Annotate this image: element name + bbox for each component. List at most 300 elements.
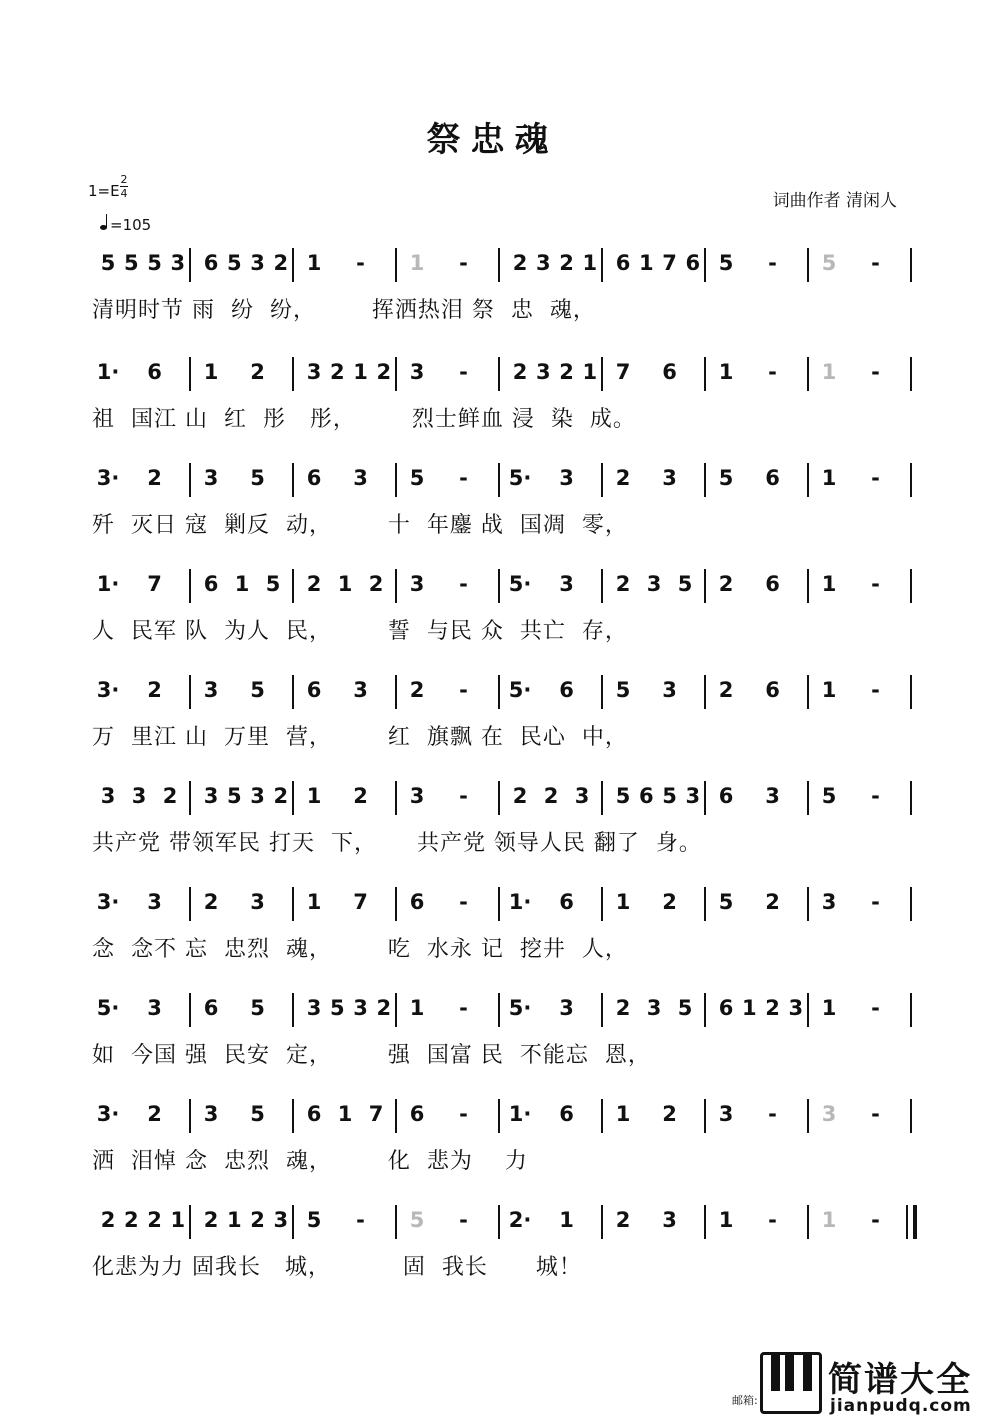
dash: - bbox=[459, 784, 468, 808]
barline bbox=[395, 463, 397, 497]
note: 7 bbox=[368, 1102, 384, 1126]
dash: - bbox=[768, 251, 777, 275]
note: 3 bbox=[559, 996, 574, 1020]
note: 2 bbox=[615, 572, 631, 596]
time-signature bbox=[120, 174, 128, 199]
note: 6 bbox=[203, 251, 219, 275]
note: 1 bbox=[718, 1208, 734, 1232]
lyrics-line: 如 今国 强 民安 定， 强 国富 民 不能忘 恩， bbox=[92, 1043, 651, 1068]
note: 2 bbox=[147, 466, 162, 490]
barline bbox=[704, 887, 706, 921]
note: 5 bbox=[718, 890, 734, 914]
note: 2 bbox=[100, 1208, 116, 1232]
lyrics-line: 化悲为力 固我长 城， 固 我长 城！ bbox=[92, 1255, 582, 1280]
note: 2 bbox=[162, 784, 178, 808]
note: 6 bbox=[718, 996, 734, 1020]
note: 2 bbox=[615, 996, 631, 1020]
barline bbox=[498, 463, 500, 497]
barline bbox=[498, 248, 500, 282]
barline bbox=[807, 1099, 809, 1133]
note: 3· bbox=[96, 1102, 120, 1126]
note: 5 bbox=[250, 678, 265, 702]
note: 5 bbox=[409, 1208, 425, 1232]
note: 3 bbox=[170, 251, 186, 275]
dash: - bbox=[459, 466, 468, 490]
note: 3 bbox=[662, 678, 677, 702]
song-title: 祭忠魂 bbox=[426, 120, 559, 160]
note: 3 bbox=[353, 996, 368, 1020]
barline bbox=[910, 569, 912, 603]
note: 2 bbox=[147, 1208, 162, 1232]
barline bbox=[189, 463, 191, 497]
note: 6 bbox=[306, 1102, 322, 1126]
dash: - bbox=[459, 1102, 468, 1126]
barline bbox=[395, 675, 397, 709]
barline bbox=[395, 248, 397, 282]
barline bbox=[292, 675, 294, 709]
note: 5 bbox=[265, 572, 281, 596]
tempo-marking bbox=[100, 216, 151, 234]
note: 3 bbox=[250, 784, 265, 808]
dash: - bbox=[356, 1208, 365, 1232]
note: 1 bbox=[337, 572, 353, 596]
notation-row bbox=[0, 1099, 985, 1135]
dash: - bbox=[871, 678, 880, 702]
note: 5 bbox=[123, 251, 139, 275]
note: 2 bbox=[250, 1208, 265, 1232]
note: 2 bbox=[368, 572, 384, 596]
barline bbox=[704, 1099, 706, 1133]
barline bbox=[807, 357, 809, 391]
dash: - bbox=[459, 996, 468, 1020]
note: 1 bbox=[306, 784, 322, 808]
note: 1· bbox=[96, 572, 120, 596]
note: 5 bbox=[226, 251, 242, 275]
note: 2 bbox=[409, 678, 425, 702]
barline bbox=[189, 357, 191, 391]
note: 3 bbox=[662, 466, 677, 490]
note: 7 bbox=[662, 251, 677, 275]
note: 3 bbox=[273, 1208, 289, 1232]
note: 7 bbox=[615, 360, 631, 384]
dash: - bbox=[871, 1208, 880, 1232]
note: 6 bbox=[765, 466, 780, 490]
barline bbox=[601, 357, 603, 391]
note: 5· bbox=[508, 572, 532, 596]
barline bbox=[395, 993, 397, 1027]
note: 3· bbox=[96, 466, 120, 490]
barline bbox=[189, 1099, 191, 1133]
note: 3 bbox=[535, 360, 551, 384]
note: 2 bbox=[765, 996, 780, 1020]
barline bbox=[395, 569, 397, 603]
barline bbox=[498, 675, 500, 709]
dash: - bbox=[871, 251, 880, 275]
barline bbox=[601, 1205, 603, 1239]
note: 2 bbox=[306, 572, 322, 596]
barline bbox=[601, 781, 603, 815]
barline bbox=[807, 675, 809, 709]
note: 1 bbox=[582, 251, 598, 275]
barline bbox=[498, 887, 500, 921]
barline bbox=[704, 993, 706, 1027]
note: 1 bbox=[741, 996, 757, 1020]
note: 3 bbox=[100, 784, 116, 808]
note: 1 bbox=[226, 1208, 242, 1232]
notation-row bbox=[0, 248, 985, 284]
lyrics-line: 人 民军 队 为人 民， 誓 与民 众 共亡 存， bbox=[92, 619, 628, 644]
barline bbox=[292, 357, 294, 391]
note: 2 bbox=[662, 890, 677, 914]
note: 5· bbox=[508, 466, 532, 490]
barline bbox=[498, 569, 500, 603]
note: 6 bbox=[306, 466, 322, 490]
barline bbox=[704, 248, 706, 282]
barline bbox=[189, 887, 191, 921]
barline bbox=[910, 463, 912, 497]
barline bbox=[704, 357, 706, 391]
dash: - bbox=[459, 890, 468, 914]
time-signature-top: 2 bbox=[120, 173, 128, 186]
note: 3 bbox=[409, 784, 425, 808]
note: 3 bbox=[662, 1208, 677, 1232]
note: 6 bbox=[147, 360, 162, 384]
barline bbox=[498, 1099, 500, 1133]
note: 1 bbox=[821, 1208, 837, 1232]
barline bbox=[498, 781, 500, 815]
quarter-note-icon bbox=[100, 225, 107, 230]
note: 5 bbox=[821, 784, 837, 808]
note: 1 bbox=[170, 1208, 186, 1232]
lyrics-line: 万 里江 山 万里 营， 红 旗飘 在 民心 中， bbox=[92, 725, 628, 750]
note: 5 bbox=[677, 572, 693, 596]
note: 1 bbox=[306, 251, 322, 275]
note: 5 bbox=[821, 251, 837, 275]
note: 2 bbox=[147, 678, 162, 702]
barline bbox=[395, 1205, 397, 1239]
note: 5 bbox=[662, 784, 677, 808]
note: 2 bbox=[512, 360, 528, 384]
note: 6 bbox=[203, 572, 219, 596]
dash: - bbox=[871, 572, 880, 596]
notation-row bbox=[0, 1205, 985, 1241]
barline bbox=[601, 675, 603, 709]
note: 6 bbox=[559, 678, 574, 702]
note: 3 bbox=[353, 466, 368, 490]
note: 3 bbox=[203, 678, 219, 702]
note: 3 bbox=[203, 466, 219, 490]
barline bbox=[601, 569, 603, 603]
note: 6 bbox=[559, 1102, 574, 1126]
note: 3 bbox=[131, 784, 147, 808]
note: 3 bbox=[559, 466, 574, 490]
note: 2 bbox=[353, 784, 368, 808]
dash: - bbox=[871, 466, 880, 490]
note: 6 bbox=[685, 251, 701, 275]
barline bbox=[910, 887, 912, 921]
note: 2 bbox=[512, 784, 528, 808]
note: 2 bbox=[376, 360, 392, 384]
note: 6 bbox=[718, 784, 734, 808]
note: 1 bbox=[638, 251, 654, 275]
note: 5 bbox=[718, 466, 734, 490]
note: 1 bbox=[821, 678, 837, 702]
note: 2 bbox=[559, 251, 574, 275]
note: 5 bbox=[718, 251, 734, 275]
barline bbox=[498, 993, 500, 1027]
note: 1 bbox=[821, 466, 837, 490]
tempo-value: =105 bbox=[110, 216, 152, 234]
note: 3 bbox=[535, 251, 551, 275]
dash: - bbox=[459, 360, 468, 384]
note: 6 bbox=[765, 678, 780, 702]
note: 3 bbox=[718, 1102, 734, 1126]
note: 2 bbox=[559, 360, 574, 384]
note: 6 bbox=[203, 996, 219, 1020]
notation-row bbox=[0, 569, 985, 605]
barline bbox=[807, 887, 809, 921]
barline bbox=[292, 463, 294, 497]
note: 2· bbox=[508, 1208, 532, 1232]
note: 3 bbox=[765, 784, 780, 808]
note: 2 bbox=[543, 784, 559, 808]
barline bbox=[498, 1205, 500, 1239]
dash: - bbox=[871, 784, 880, 808]
logo-domain: jianpudq.com bbox=[830, 1396, 972, 1416]
notation-row bbox=[0, 781, 985, 817]
barline bbox=[704, 1205, 706, 1239]
note: 5 bbox=[615, 784, 631, 808]
dash: - bbox=[459, 251, 468, 275]
note: 1 bbox=[559, 1208, 574, 1232]
note: 3 bbox=[353, 678, 368, 702]
note: 2 bbox=[718, 678, 734, 702]
barline bbox=[910, 675, 912, 709]
barline bbox=[601, 1099, 603, 1133]
barline bbox=[601, 248, 603, 282]
dash: - bbox=[768, 1102, 777, 1126]
barline bbox=[807, 1205, 809, 1239]
barline bbox=[395, 887, 397, 921]
note: 3 bbox=[409, 360, 425, 384]
note: 5 bbox=[100, 251, 116, 275]
barline bbox=[292, 1205, 294, 1239]
barline bbox=[807, 569, 809, 603]
dash: - bbox=[356, 251, 365, 275]
note: 3 bbox=[821, 1102, 837, 1126]
note: 3 bbox=[685, 784, 701, 808]
barline bbox=[292, 781, 294, 815]
barline bbox=[807, 248, 809, 282]
lyrics-line: 共产党 带领军民 打天 下， 共产党 领导人民 翻了 身。 bbox=[92, 831, 702, 856]
barline bbox=[807, 463, 809, 497]
barline bbox=[292, 887, 294, 921]
note: 6 bbox=[409, 890, 425, 914]
note: 5 bbox=[329, 996, 345, 1020]
note: 5 bbox=[250, 1102, 265, 1126]
note: 1 bbox=[234, 572, 250, 596]
barline bbox=[704, 569, 706, 603]
barline bbox=[601, 463, 603, 497]
note: 2 bbox=[615, 466, 631, 490]
barline bbox=[910, 357, 912, 391]
barline bbox=[704, 781, 706, 815]
note: 5· bbox=[508, 996, 532, 1020]
note: 5 bbox=[147, 251, 162, 275]
note: 7 bbox=[353, 890, 368, 914]
note: 1 bbox=[582, 360, 598, 384]
barline bbox=[189, 675, 191, 709]
note: 1 bbox=[821, 996, 837, 1020]
time-signature-bottom: 4 bbox=[120, 187, 128, 200]
note: 2 bbox=[123, 1208, 139, 1232]
note: 2 bbox=[273, 251, 289, 275]
note: 3· bbox=[96, 890, 120, 914]
barline bbox=[189, 1205, 191, 1239]
barline bbox=[601, 993, 603, 1027]
note: 2 bbox=[615, 1208, 631, 1232]
note: 2 bbox=[329, 360, 345, 384]
barline bbox=[807, 781, 809, 815]
notation-row bbox=[0, 675, 985, 711]
note: 2 bbox=[512, 251, 528, 275]
note: 1 bbox=[821, 572, 837, 596]
lyrics-line: 祖 国江 山 红 彤 彤， 烈士鲜血 浸 染 成。 bbox=[92, 407, 636, 432]
note: 2 bbox=[147, 1102, 162, 1126]
barline bbox=[189, 569, 191, 603]
dash: - bbox=[871, 890, 880, 914]
note: 6 bbox=[638, 784, 654, 808]
note: 3 bbox=[203, 1102, 219, 1126]
note: 5 bbox=[677, 996, 693, 1020]
barline bbox=[189, 781, 191, 815]
note: 5· bbox=[96, 996, 120, 1020]
note: 6 bbox=[662, 360, 677, 384]
note: 2 bbox=[203, 1208, 219, 1232]
note: 3 bbox=[821, 890, 837, 914]
note: 3 bbox=[147, 996, 162, 1020]
barline bbox=[395, 781, 397, 815]
barline bbox=[910, 781, 912, 815]
barline bbox=[189, 248, 191, 282]
barline bbox=[910, 248, 912, 282]
lyrics-line: 歼 灭日 寇 剿反 动， 十 年鏖 战 国凋 零， bbox=[92, 513, 628, 538]
dash: - bbox=[459, 678, 468, 702]
note: 2 bbox=[765, 890, 780, 914]
note: 5 bbox=[250, 466, 265, 490]
barline bbox=[807, 993, 809, 1027]
note: 5 bbox=[409, 466, 425, 490]
notation-row bbox=[0, 357, 985, 393]
barline bbox=[395, 1099, 397, 1133]
note: 5 bbox=[306, 1208, 322, 1232]
note: 2 bbox=[273, 784, 289, 808]
notation-row bbox=[0, 463, 985, 499]
note: 6 bbox=[615, 251, 631, 275]
final-barline bbox=[906, 1205, 918, 1239]
lyrics-line: 念 念不 忘 忠烈 魂， 吃 水永 记 挖井 人， bbox=[92, 937, 628, 962]
note: 1 bbox=[409, 996, 425, 1020]
note: 1 bbox=[306, 890, 322, 914]
dash: - bbox=[459, 572, 468, 596]
note: 1· bbox=[508, 1102, 532, 1126]
note: 1 bbox=[409, 251, 425, 275]
note: 3 bbox=[646, 572, 662, 596]
note: 3 bbox=[306, 996, 322, 1020]
note: 3 bbox=[250, 890, 265, 914]
barline bbox=[292, 569, 294, 603]
author-credit: 词曲作者 清闲人 bbox=[772, 191, 897, 211]
note: 1· bbox=[96, 360, 120, 384]
barline bbox=[498, 357, 500, 391]
barline bbox=[601, 887, 603, 921]
note: 3· bbox=[96, 678, 120, 702]
note: 2 bbox=[376, 996, 392, 1020]
note: 2 bbox=[718, 572, 734, 596]
dash: - bbox=[768, 1208, 777, 1232]
note: 1 bbox=[337, 1102, 353, 1126]
note: 5 bbox=[226, 784, 242, 808]
note: 1 bbox=[203, 360, 219, 384]
note: 5 bbox=[615, 678, 631, 702]
note: 6 bbox=[559, 890, 574, 914]
note: 2 bbox=[250, 360, 265, 384]
note: 5· bbox=[508, 678, 532, 702]
note: 6 bbox=[765, 572, 780, 596]
note: 2 bbox=[662, 1102, 677, 1126]
note: 3 bbox=[203, 784, 219, 808]
site-logo bbox=[760, 1352, 985, 1422]
note: 3 bbox=[409, 572, 425, 596]
note: 1 bbox=[718, 360, 734, 384]
piano-keys-icon bbox=[760, 1352, 822, 1414]
mail-label: 邮箱: bbox=[732, 1394, 758, 1407]
barline bbox=[910, 1099, 912, 1133]
barline bbox=[292, 1099, 294, 1133]
note: 1· bbox=[508, 890, 532, 914]
lyrics-line: 清明时节 雨 纷 纷， 挥洒热泪 祭 忠 魂， bbox=[92, 298, 596, 323]
note: 6 bbox=[306, 678, 322, 702]
note: 7 bbox=[147, 572, 162, 596]
note: 3 bbox=[147, 890, 162, 914]
note: 3 bbox=[250, 251, 265, 275]
barline bbox=[189, 993, 191, 1027]
dash: - bbox=[768, 360, 777, 384]
note: 1 bbox=[615, 890, 631, 914]
barline bbox=[704, 463, 706, 497]
note: 3 bbox=[306, 360, 322, 384]
notation-row bbox=[0, 887, 985, 923]
logo-text: 简谱大全 bbox=[828, 1360, 972, 1400]
note: 1 bbox=[353, 360, 368, 384]
note: 2 bbox=[203, 890, 219, 914]
barline bbox=[292, 248, 294, 282]
dash: - bbox=[871, 1102, 880, 1126]
note: 5 bbox=[250, 996, 265, 1020]
note: 1 bbox=[615, 1102, 631, 1126]
barline bbox=[704, 675, 706, 709]
barline bbox=[395, 357, 397, 391]
dash: - bbox=[871, 360, 880, 384]
dash: - bbox=[871, 996, 880, 1020]
note: 3 bbox=[646, 996, 662, 1020]
note: 6 bbox=[409, 1102, 425, 1126]
note: 3 bbox=[559, 572, 574, 596]
barline bbox=[910, 993, 912, 1027]
dash: - bbox=[459, 1208, 468, 1232]
barline bbox=[292, 993, 294, 1027]
lyrics-line: 洒 泪悼 念 忠烈 魂， 化 悲为 力 bbox=[92, 1149, 528, 1174]
